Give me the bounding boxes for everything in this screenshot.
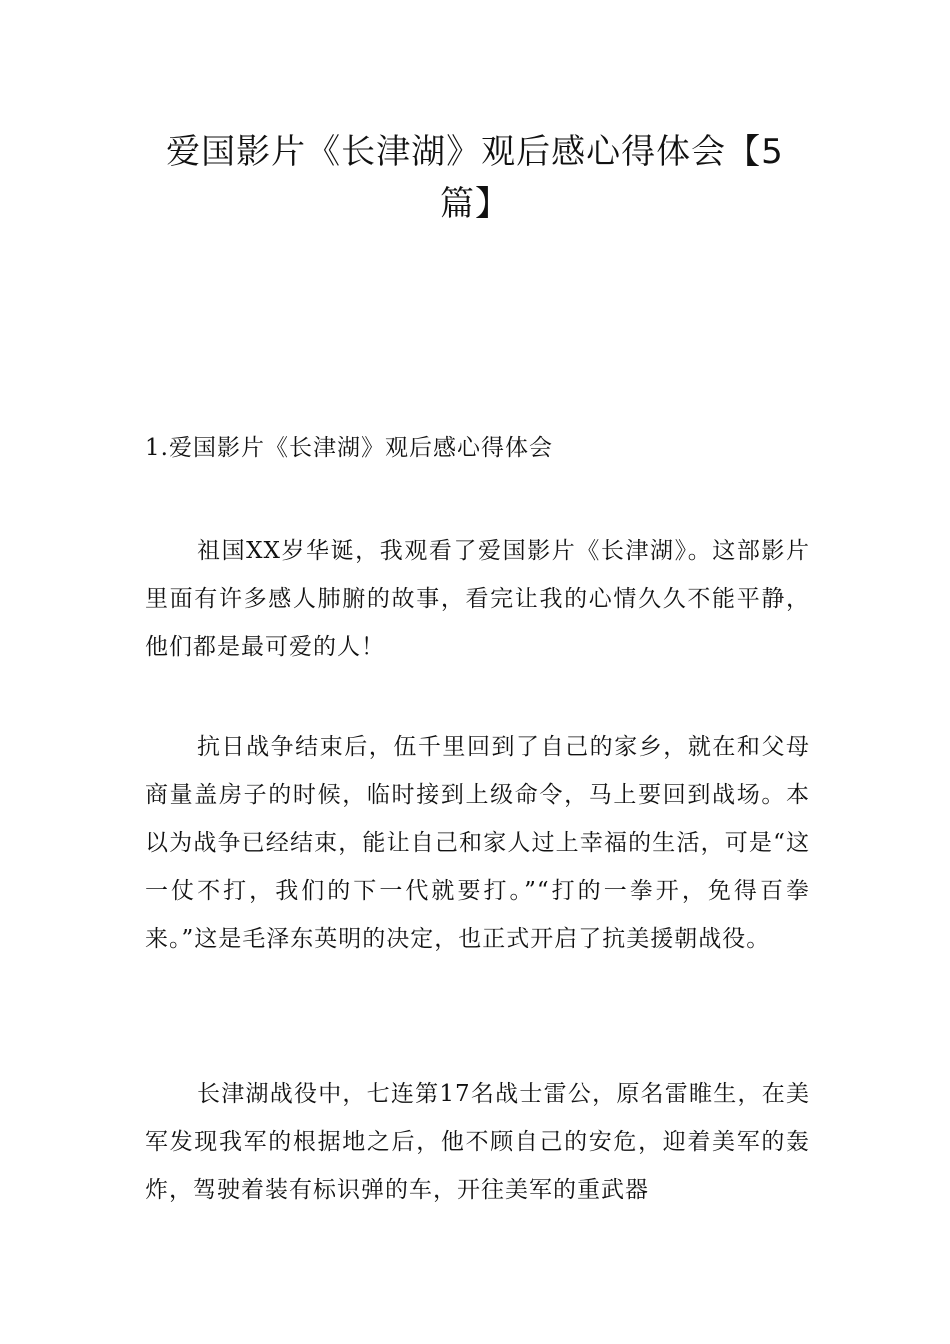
document-title: 爱国影片《长津湖》观后感心得体会【5篇】: [166, 132, 784, 224]
paragraph-3: 长津湖战役中，七连第17名战士雷公，原名雷睢生，在美军发现我军的根据地之后，他不顾自己的安危，迎着美军的轰炸，驾驶着装有标识弹的车，开往美军的重武器: [145, 1081, 810, 1203]
paragraph-2: 抗日战争结束后，伍千里回到了自己的家乡，就在和父母商量盖房子的时候，临时接到上级命令，马上要回到战场。本以为战争已经结束，能让自己和家人过上幸福的生活，可是“这一仗不打，我们的下一代就要打。”“打的一拳开，免得百拳来。”这是毛泽东英明的决定，也正式开启了抗美援朝战役。: [145, 734, 810, 952]
paragraph-1: 祖国XX岁华诞，我观看了爱国影片《长津湖》。这部影片里面有许多感人肺腑的故事，看完让我的心情久久不能平静，他们都是最可爱的人！: [145, 538, 810, 660]
section-heading: 1.爱国影片《长津湖》观后感心得体会: [145, 435, 553, 461]
